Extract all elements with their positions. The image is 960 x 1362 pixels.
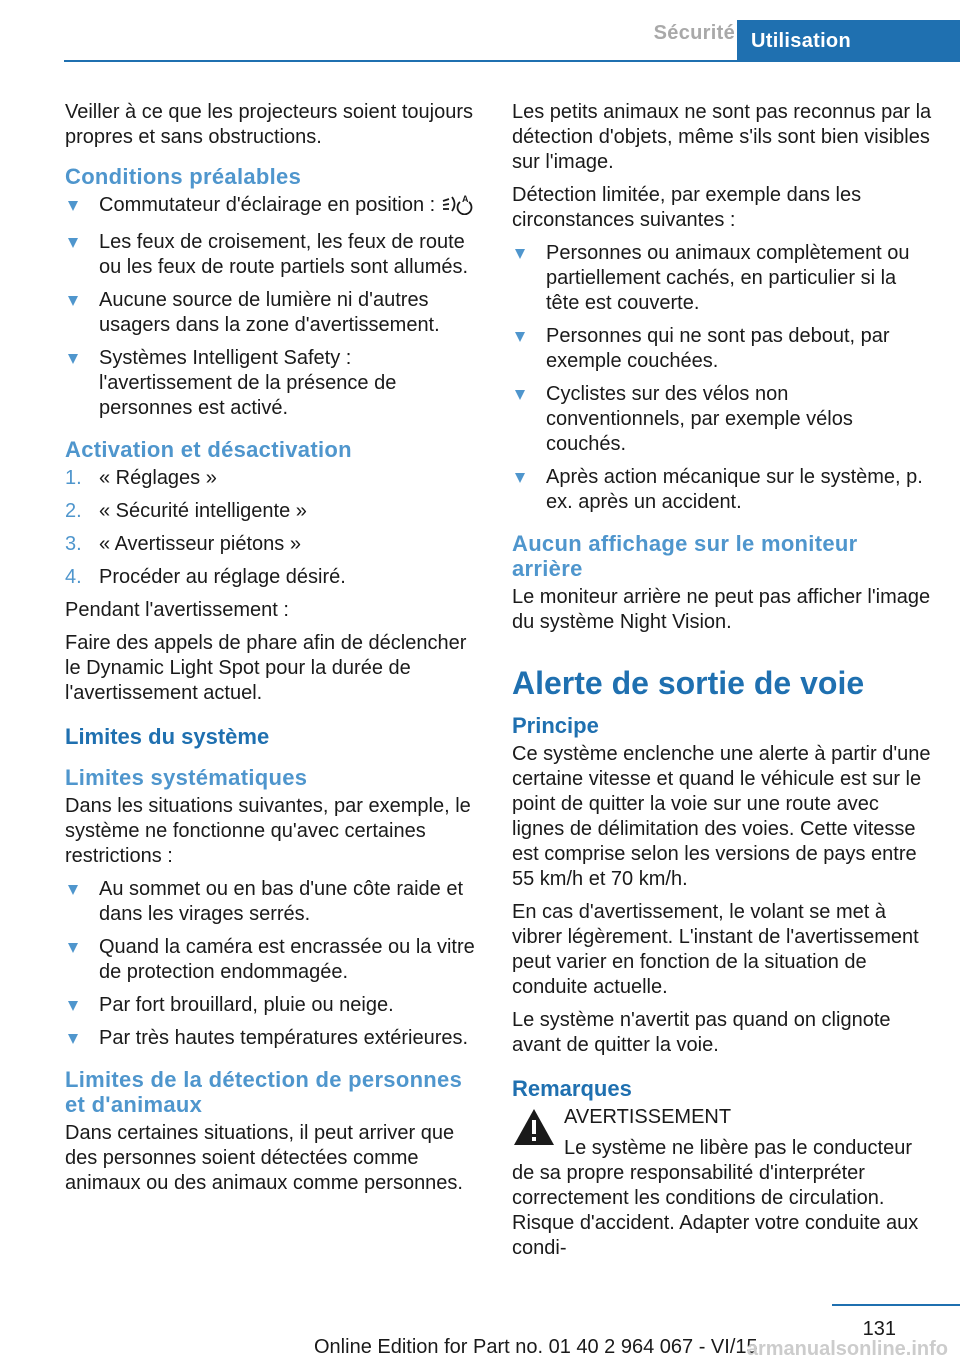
svg-text:A: A bbox=[462, 194, 469, 204]
bullet-triangle-icon bbox=[68, 1034, 78, 1044]
left-column bbox=[65, 100, 481, 1204]
small-animals-paragraph: Les petits animaux ne sont pas reconnus par la détection d'objets, même s'ils sont bien visibles sur l'image. bbox=[512, 101, 932, 173]
limited-detection-list bbox=[512, 241, 932, 515]
header-rule bbox=[64, 60, 960, 62]
warning-triangle-icon bbox=[512, 1107, 556, 1154]
turn-signal-paragraph: Le système n'avertit pas quand on clignote avant de quitter la voie. bbox=[512, 1009, 891, 1056]
bullet-triangle-icon bbox=[68, 296, 78, 306]
warning-body: Le système ne libère pas le conducteur de sa propre responsabilité d'interpréter correctement les conditions de circulation. Risque d'accident. Adapter votre conduite aux condi- bbox=[512, 1137, 919, 1259]
list-item: Les feux de croisement, les feux de route ou les feux de route partiels sont allumés. bbox=[65, 230, 481, 280]
intro-paragraph: Veiller à ce que les projecteurs soient toujours propres et sans obstructions. bbox=[65, 101, 474, 148]
no-display-paragraph: Le moniteur arrière ne peut pas afficher l'image du système Night Vision. bbox=[512, 586, 931, 633]
limited-detection-paragraph: Détection limitée, par exemple dans les circonstances suivantes : bbox=[512, 184, 862, 231]
detection-limits-paragraph: Dans certaines situations, il peut arriver que des personnes soient détectées comme animaux ou des animaux comme personnes. bbox=[65, 1122, 463, 1194]
warning-title: AVERTISSEMENT bbox=[564, 1106, 732, 1128]
heading-detection-limits: Limites de la détection de personnes et d'animaux bbox=[65, 1067, 463, 1117]
right-column bbox=[512, 100, 932, 1269]
heading-lane-departure: Alerte de sortie de voie bbox=[512, 665, 865, 701]
section-tab[interactable]: Sécurité bbox=[653, 22, 735, 44]
list-item: Personnes ou animaux complètement ou partiellement cachés, en particulier si la tête est couverte. bbox=[512, 241, 932, 316]
bullet-triangle-icon bbox=[515, 332, 525, 342]
list-item: 3. « Avertisseur piétons » bbox=[65, 533, 301, 555]
bullet-triangle-icon bbox=[68, 885, 78, 895]
heading-conditions: Conditions préalables bbox=[65, 164, 302, 189]
list-item: Systèmes Intelligent Safety : l'avertissement de la présence de personnes est activé. bbox=[65, 346, 481, 421]
steps-list bbox=[65, 466, 481, 590]
conditions-list bbox=[65, 193, 481, 421]
bullet-triangle-icon bbox=[68, 238, 78, 248]
bullet-triangle-icon bbox=[515, 249, 525, 259]
list-item: Par fort brouillard, pluie ou neige. bbox=[65, 993, 481, 1018]
list-item: Personnes qui ne sont pas debout, par exemple couchées. bbox=[512, 324, 932, 374]
heading-no-display: Aucun affichage sur le moniteur arrière bbox=[512, 531, 858, 581]
heading-system-limits: Limites du système bbox=[65, 724, 270, 749]
list-item: Après action mécanique sur le système, p. ex. après un accident. bbox=[512, 465, 932, 515]
list-item: 1. « Réglages » bbox=[65, 467, 217, 489]
bullet-triangle-icon bbox=[68, 1001, 78, 1011]
during-label: Pendant l'avertissement : bbox=[65, 599, 289, 621]
watermark: armanualsonline.info bbox=[746, 1338, 948, 1360]
list-item: Aucune source de lumière ni d'autres usagers dans la zone d'avertissement. bbox=[65, 288, 481, 338]
bullet-triangle-icon bbox=[515, 473, 525, 483]
footer-rule bbox=[832, 1304, 960, 1306]
light-switch-auto-icon bbox=[441, 193, 475, 222]
heading-remarks: Remarques bbox=[512, 1076, 632, 1101]
principle-paragraph: Ce système enclenche une alerte à partir d'une certaine vitesse et quand le véhicule est sur le point de quitter la voie sur une route avec lignes de délimitation des voies. Cette vitesse est comprise selon les versions de pays entre 55 km/h et 70 km/h. bbox=[512, 743, 931, 890]
list-item: Cyclistes sur des vélos non conventionnels, par exemple vélos couchés. bbox=[512, 382, 932, 457]
bullet-triangle-icon bbox=[68, 201, 78, 211]
page-header bbox=[0, 0, 960, 62]
active-section-tab[interactable]: Utilisation bbox=[737, 20, 960, 62]
list-item: Au sommet ou en bas d'une côte raide et dans les virages serrés. bbox=[65, 877, 481, 927]
systematic-limits-paragraph: Dans les situations suivantes, par exemple, le système ne fonctionne qu'avec certaines restrictions : bbox=[65, 795, 471, 867]
heading-systematic-limits: Limites systématiques bbox=[65, 765, 308, 790]
edition-text: Online Edition for Part no. 01 40 2 964 067 - VI/15 bbox=[314, 1336, 758, 1358]
list-item: Quand la caméra est encrassée ou la vitre de protection endommagée. bbox=[65, 935, 481, 985]
list-item: Par très hautes températures extérieures. bbox=[65, 1026, 481, 1051]
warning-block bbox=[512, 1105, 932, 1261]
list-item: 2. « Sécurité intelligente » bbox=[65, 500, 307, 522]
heading-activation: Activation et désactivation bbox=[65, 437, 352, 462]
list-item: 4. Procéder au réglage désiré. bbox=[65, 566, 346, 588]
bullet-triangle-icon bbox=[68, 354, 78, 364]
list-item: Commutateur d'éclairage en position : A bbox=[65, 193, 481, 222]
heading-principle: Principe bbox=[512, 713, 599, 738]
vibration-paragraph: En cas d'avertissement, le volant se met à vibrer légèrement. L'instant de l'avertissement peut varier en fonction de la situation de conduite actuelle. bbox=[512, 901, 919, 998]
bullet-triangle-icon bbox=[68, 943, 78, 953]
page-number: 131 bbox=[862, 1318, 896, 1340]
systematic-limits-list bbox=[65, 877, 481, 1051]
during-paragraph: Faire des appels de phare afin de déclencher le Dynamic Light Spot pour la durée de l'avertissement actuel. bbox=[65, 632, 467, 704]
bullet-triangle-icon bbox=[515, 390, 525, 400]
